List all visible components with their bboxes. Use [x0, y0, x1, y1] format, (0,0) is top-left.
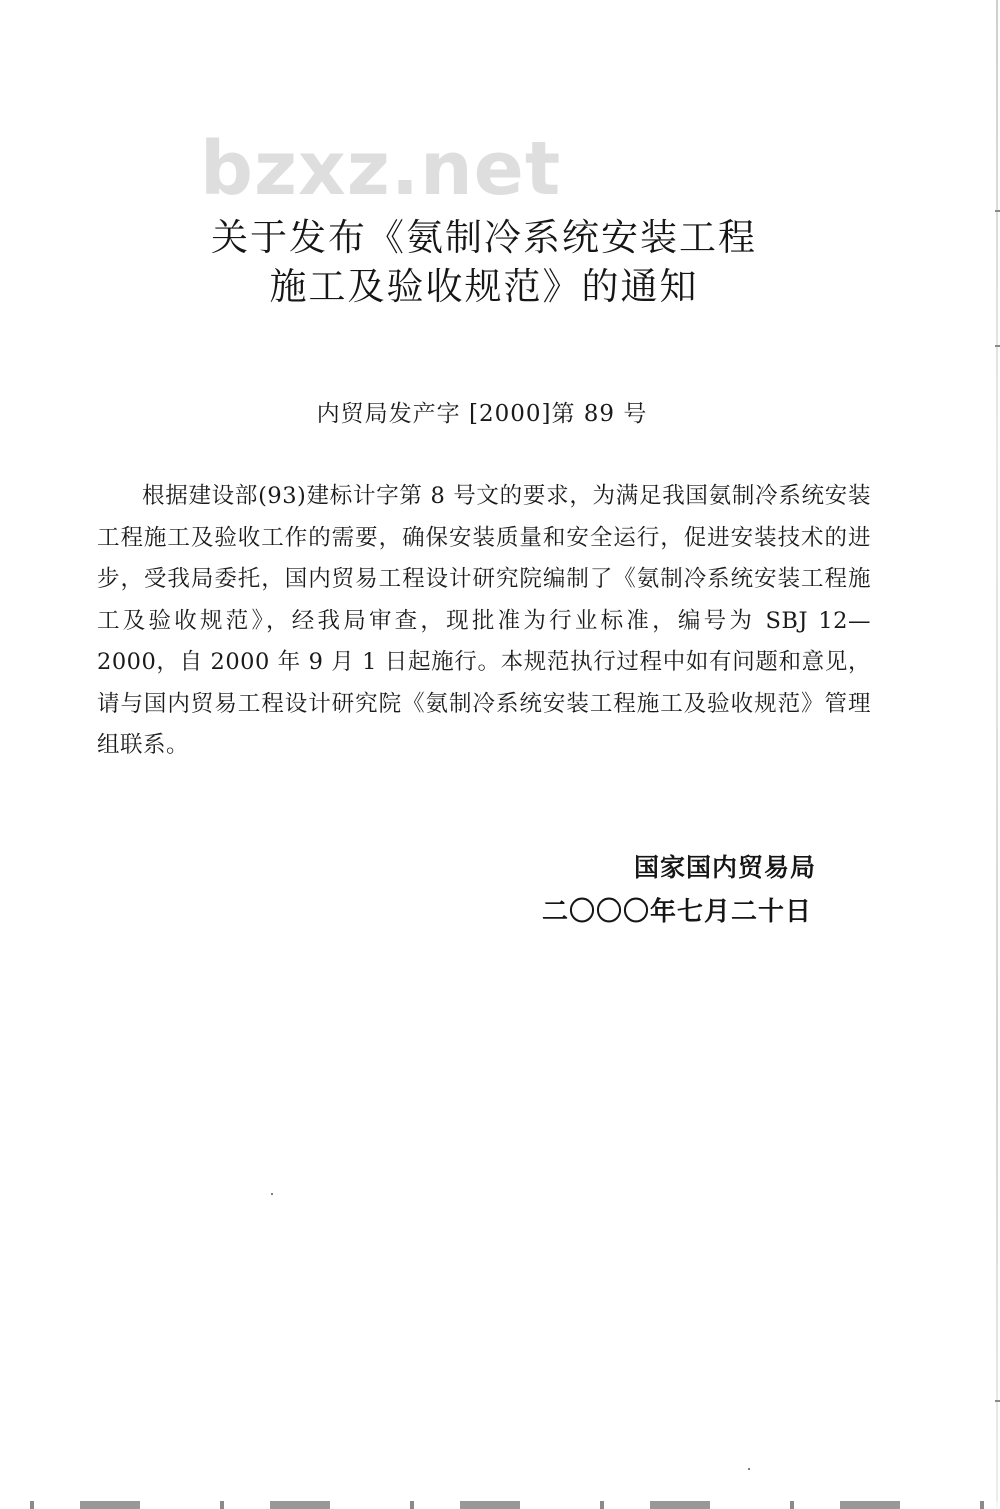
watermark: bzxz.net — [200, 126, 562, 212]
scan-speck — [271, 1193, 273, 1195]
document-number: 内贸局发产字 [2000]第 89 号 — [316, 401, 648, 427]
issue-date: 二〇〇〇年七月二十日 — [541, 897, 812, 927]
scan-edge-mark — [995, 210, 1000, 212]
scan-edge-mark — [995, 1400, 1000, 1402]
scan-speck — [748, 1468, 750, 1470]
notice-body-paragraph: 根据建设部(93)建标计字第 8 号文的要求，为满足我国氨制冷系统安装工程施工及验收工作的需要，确保安装质量和安全运行，促进安装技术的进步，受我局委托，国内贸易工程设计研究院编制了《氨制冷系统安装工程施工及验收规范》，经我局审查，现批准为行业标准，编号为 SBJ 12—2000，自 2000 年 9 月 1 日起施行。本规范执行过程中如有问题和意见，请与国内贸易工程设计研究院《氨制冷系统安装工程施工及验收规范》管理组联系。 — [97, 483, 871, 758]
scan-edge-mark — [995, 345, 1000, 347]
scan-bottom-edge — [0, 1501, 1000, 1509]
notice-title-line-2: 施工及验收规范》的通知 — [269, 265, 699, 308]
scan-edge — [996, 0, 998, 1509]
notice-title-line-1: 关于发布《氨制冷系统安装工程 — [211, 216, 757, 259]
issuing-organization: 国家国内贸易局 — [633, 853, 816, 882]
